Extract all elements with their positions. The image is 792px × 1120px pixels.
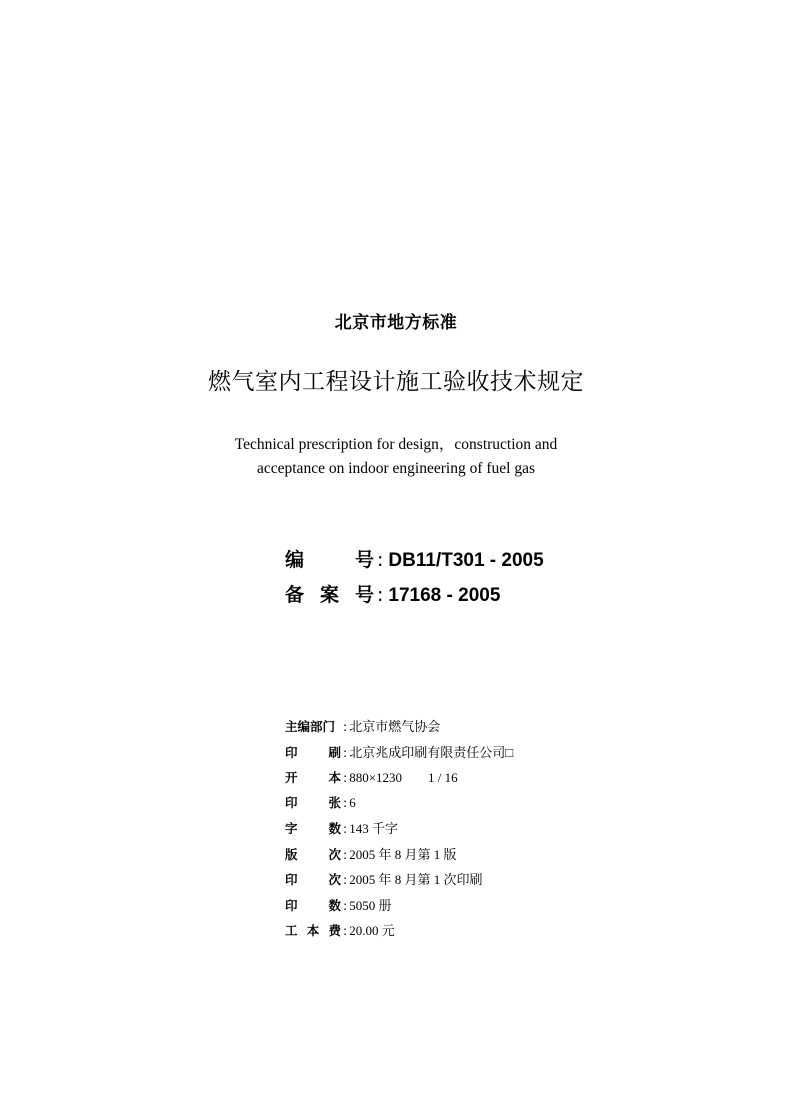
- publication-info-row: [285, 844, 513, 870]
- colon: :: [343, 872, 348, 887]
- label-char: 案: [319, 584, 339, 606]
- label-char: 开: [285, 770, 298, 785]
- publication-info-value: 6: [349, 794, 356, 810]
- publication-info-row: [285, 742, 513, 768]
- label-char: 费: [328, 923, 341, 938]
- colon: :: [343, 897, 348, 913]
- publication-info-label: [285, 768, 341, 786]
- publication-info: [285, 716, 513, 946]
- standard-number-label: [285, 545, 374, 572]
- colon: :: [343, 794, 348, 810]
- filing-number-row: [285, 580, 500, 610]
- publication-info-label: [285, 845, 341, 863]
- publication-info-row: [285, 793, 513, 819]
- publication-info-label: [285, 819, 341, 837]
- label-char: 号: [354, 549, 374, 571]
- colon: :: [343, 846, 348, 862]
- label-char: 印: [285, 872, 298, 887]
- colon: :: [343, 770, 348, 785]
- publication-info-value: 2005 年 8 月第 1 版: [349, 846, 457, 862]
- filing-number-value: 17168 - 2005: [388, 585, 501, 606]
- publication-info-value: 北京市燃气协会: [349, 719, 441, 734]
- publication-info-value: 143 千字: [349, 821, 398, 836]
- filing-number-label: [285, 580, 374, 607]
- colon: :: [343, 923, 348, 938]
- label-char: 印: [285, 897, 298, 913]
- label-char: 次: [328, 846, 341, 862]
- publication-info-value: 北京兆成印刷有限责任公司□: [349, 744, 514, 760]
- colon: :: [377, 549, 384, 571]
- label-char: 印: [285, 744, 298, 760]
- english-title-line-2: acceptance on indoor engineering of fuel gas: [256, 460, 536, 477]
- label-char: 数: [328, 821, 341, 836]
- standard-number-row: [285, 545, 544, 575]
- publication-info-value: 880×1230 1 / 16: [349, 770, 458, 785]
- label-char: 工: [285, 923, 298, 938]
- standard-number-value: DB11/T301 - 2005: [388, 550, 544, 571]
- label-char: 本: [328, 770, 341, 785]
- publication-info-value: 2005 年 8 月第 1 次印刷: [349, 872, 483, 887]
- label-char: 次: [328, 872, 341, 887]
- label-char: 张: [328, 794, 341, 810]
- label-char: 编: [285, 549, 305, 571]
- label-char: 号: [354, 584, 374, 606]
- publication-info-row: [285, 767, 513, 793]
- publication-info-row: [285, 895, 513, 921]
- label-char: 本: [306, 923, 320, 938]
- publication-info-label: [285, 793, 341, 811]
- label-char: 刷: [328, 744, 341, 760]
- publication-info-value: 20.00 元: [349, 923, 395, 938]
- label-char: 主编部门: [285, 719, 336, 734]
- label-char: 数: [328, 897, 341, 913]
- publication-info-value: 5050 册: [349, 897, 392, 913]
- publication-info-row: [285, 920, 513, 946]
- english-title-line-1: Technical prescription for design，construction and: [234, 436, 558, 453]
- publication-info-label: [285, 921, 341, 939]
- document-title: 燃气室内工程设计施工验收技术规定: [208, 369, 584, 395]
- colon: :: [343, 821, 348, 836]
- colon: :: [377, 584, 384, 606]
- publication-info-label: [285, 717, 341, 735]
- colon: :: [343, 744, 348, 760]
- publication-info-label: [285, 870, 341, 888]
- publication-info-row: [285, 716, 513, 742]
- label-char: 备: [285, 584, 305, 606]
- publication-info-label: [285, 896, 341, 914]
- publication-info-row: [285, 818, 513, 844]
- standard-series-label: 北京市地方标准: [334, 313, 458, 333]
- label-char: 版: [285, 846, 298, 862]
- publication-info-label: [285, 743, 341, 761]
- label-char: 字: [285, 821, 298, 836]
- label-char: 印: [285, 794, 298, 810]
- colon: :: [343, 719, 348, 734]
- publication-info-row: [285, 869, 513, 895]
